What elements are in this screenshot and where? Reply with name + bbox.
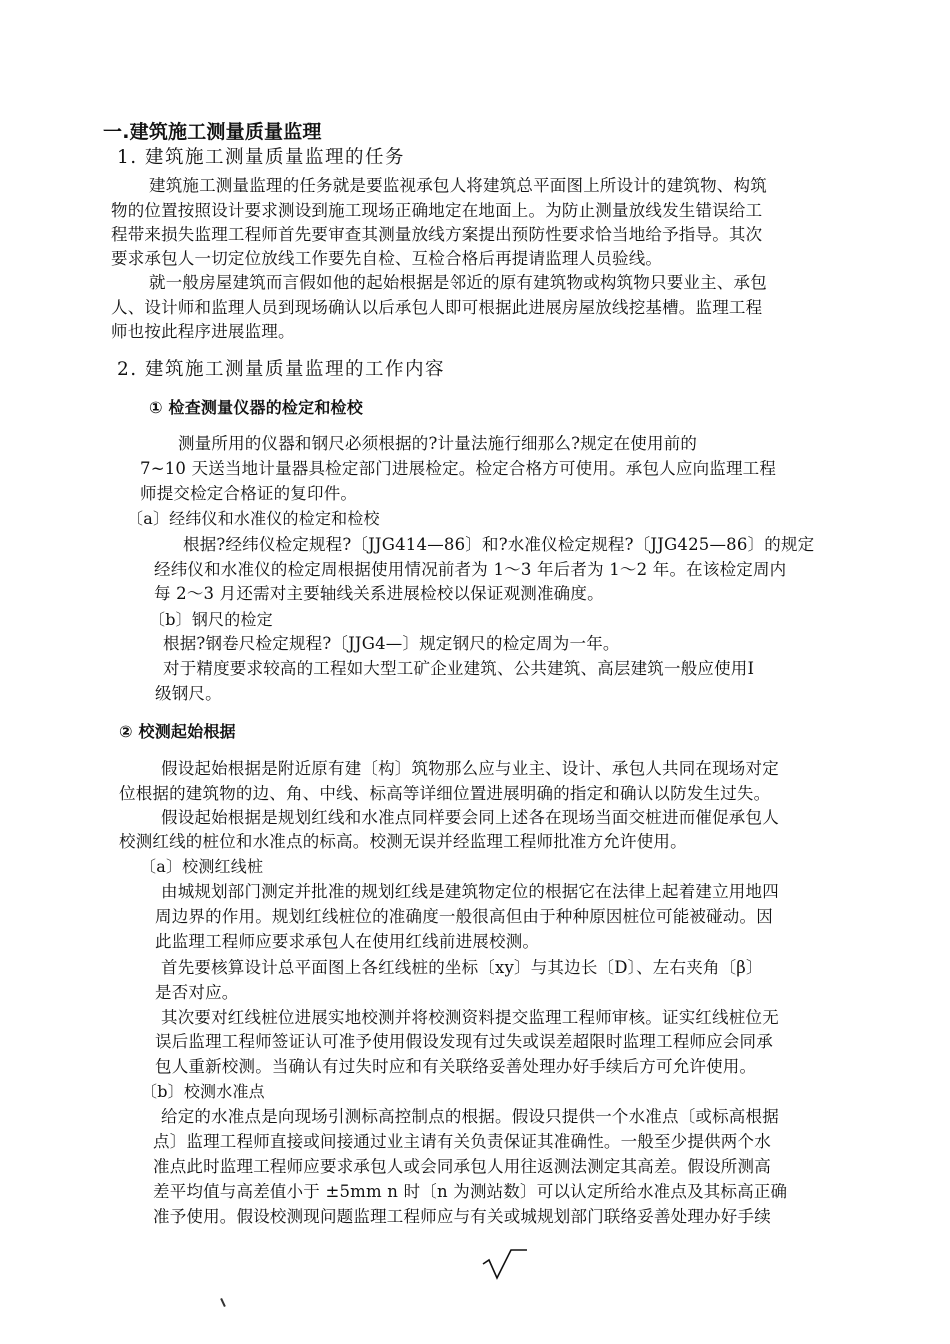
paragraph-line: 级钢尺。	[155, 684, 222, 703]
item-1-title: ① 检查测量仪器的检定和检校	[149, 398, 363, 417]
paragraph-line: 假设起始根据是规划红线和水准点同样要会同上述各在现场当面交桩进而催促承包人	[161, 808, 779, 827]
paragraph-line: 就一般房屋建筑而言假如他的起始根据是邻近的原有建筑物或构筑物只要业主、承包	[149, 273, 767, 292]
paragraph-line: 7~10 天送当地计量器具检定部门进展检定。检定合格方可使用。承包人应向监理工程	[140, 459, 777, 478]
document-heading: 一.建筑施工测量质量监理	[103, 121, 322, 143]
paragraph-line: 程带来损失监理工程师首先要审查其测量放线方案提出预防性要求恰当地给予指导。其次	[111, 225, 763, 244]
subsection-b-title: 〔b〕校测水准点	[141, 1082, 265, 1101]
square-root-symbol	[481, 1248, 529, 1282]
paragraph-line: 每 2～3 月还需对主要轴线关系进展检校以保证观测准确度。	[154, 584, 604, 603]
paragraph-line: 师提交检定合格证的复印件。	[140, 484, 358, 503]
paragraph-line: 给定的水准点是向现场引测标高控制点的根据。假设只提供一个水准点〔或标高根据	[161, 1107, 779, 1126]
paragraph-line: 是否对应。	[155, 983, 239, 1002]
subsection-a-title: 〔a〕校测红线桩	[140, 857, 264, 876]
paragraph-line: 位根据的建筑物的边、角、中线、标高等详细位置进展明确的指定和确认以防发生过失。	[119, 784, 771, 803]
section-1-title: 1. 建筑施工测量质量监理的任务	[117, 147, 406, 168]
paragraph-line: 测量所用的仪器和钢尺必须根据的?计量法施行细那么?规定在使用前的	[178, 434, 698, 453]
paragraph-line: 人、设计师和监理人员到现场确认以后承包人即可根据此进展房屋放线挖基槽。监理工程	[111, 298, 763, 317]
section-2-title: 2. 建筑施工测量质量监理的工作内容	[117, 359, 446, 380]
paragraph-line: 首先要核算设计总平面图上各红线桩的坐标〔xy〕与其边长〔D〕、左右夹角〔β〕	[161, 958, 763, 977]
subsection-b-title: 〔b〕钢尺的检定	[149, 610, 273, 629]
paragraph-line: 根据?经纬仪检定规程?〔JJG414—86〕和?水准仪检定规程?〔JJG425—86〕的规定	[183, 535, 815, 554]
paragraph-line: 此监理工程师应要求承包人在使用红线前进展校测。	[155, 932, 540, 951]
paragraph-line: 准点此时监理工程师应要求承包人或会同承包人用往返测法测定其高差。假设所测高	[153, 1157, 771, 1176]
paragraph-line: 点〕监理工程师直接或间接通过业主请有关负责保证其准确性。一般至少提供两个水	[153, 1132, 771, 1151]
paragraph-line: 建筑施工测量监理的任务就是要监视承包人将建筑总平面图上所设计的建筑物、构筑	[149, 176, 767, 195]
paragraph-line: 其次要对红线桩位进展实地校测并将校测资料提交监理工程师审核。证实红线桩位无	[161, 1008, 779, 1027]
paragraph-line: 差平均值与高差值小于 ±5mm n 时〔n 为测站数〕可以认定所给水准点及其标高正确	[153, 1182, 788, 1201]
paragraph-line: 由城规划部门测定并批准的规划红线是建筑物定位的根据它在法律上起着建立用地四	[161, 882, 779, 901]
paragraph-line: 假设起始根据是附近原有建〔构〕筑物那么应与业主、设计、承包人共同在现场对定	[161, 759, 779, 778]
paragraph-line: 包人重新校测。当确认有过失时应和有关联络妥善处理办好手续后方可允许使用。	[155, 1057, 757, 1076]
paragraph-line: 师也按此程序进展监理。	[111, 322, 295, 341]
item-2-title: ② 校测起始根据	[119, 722, 236, 741]
paragraph-line: 物的位置按照设计要求测设到施工现场正确地定在地面上。为防止测量放线发生错误给工	[111, 201, 763, 220]
paragraph-line: 经纬仪和水准仪的检定周根据使用情况前者为 1～3 年后者为 1～2 年。在该检定周内	[154, 560, 787, 579]
paragraph-line: 要求承包人一切定位放线工作要先自检、互检合格后再提请监理人员验线。	[111, 249, 663, 268]
paragraph-line: 校测红线的桩位和水准点的标高。校测无误并经监理工程师批准方允许使用。	[119, 832, 687, 851]
stray-mark	[220, 1298, 226, 1307]
paragraph-line: 准予使用。假设校测现问题监理工程师应与有关或城规划部门联络妥善处理办好手续	[153, 1207, 771, 1226]
paragraph-line: 误后监理工程师签证认可准予使用假设发现有过失或误差超限时监理工程师应会同承	[155, 1032, 773, 1051]
paragraph-line: 根据?钢卷尺检定规程?〔JJG4—〕规定钢尺的检定周为一年。	[163, 634, 620, 653]
paragraph-line: 周边界的作用。规划红线桩位的准确度一般很高但由于种种原因桩位可能被碰动。因	[155, 907, 773, 926]
subsection-a-title: 〔a〕经纬仪和水准仪的检定和检校	[127, 509, 380, 528]
paragraph-line: 对于精度要求较高的工程如大型工矿企业建筑、公共建筑、高层建筑一般应使用Ⅰ	[163, 659, 755, 678]
